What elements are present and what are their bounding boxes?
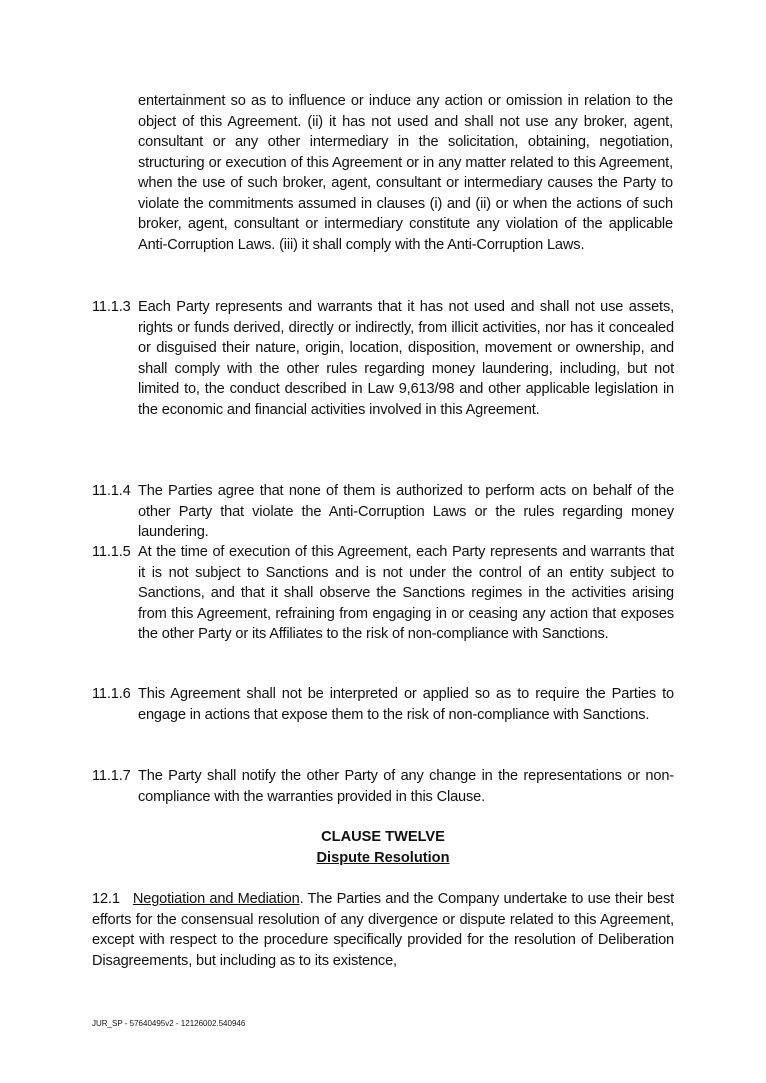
clause-text: At the time of execution of this Agreement, each Party represents and warrants that it is not subject to Sanctions and is not under the control of an entity subject to Sanctions, and that it shall observe the Sanctions regimes in the activities arising from this Agreement, refraining from engaging in or ceasing any action that exposes the other Party or its Affiliates to the risk of non-compliance with Sanctions. — [138, 544, 674, 642]
clause-title: Negotiation and Mediation — [132, 891, 300, 907]
clause-11-1-5 — [92, 542, 674, 645]
clause-heading-subtitle: Dispute Resolution — [316, 850, 450, 866]
clause-11-1-2-continuation: entertainment so as to influence or induce any action or omission in relation to the object of this Agreement. (ii) it has not used and shall not use any broker, agent, consultant or any other intermediary in the solicitation, obtaining, negotiation, structuring or execution of this Agreement or in any matter related to this Agreement, when the use of such broker, agent, consultant or intermediary causes the Party to violate the commitments assumed in clauses (i) and (ii) or when the actions of such broker, agent, consultant or intermediary constitute any violation of the applicable Anti-Corruption Laws. (iii) it shall comply with the Anti-Corruption Laws. — [138, 93, 673, 253]
clause-number: 11.1.7 — [92, 768, 131, 784]
clause-text: . The Parties and the Company undertake to use their best efforts for the consensual resolution of any divergence or dispute related to this Agreement, except with respect to the procedure specifically provided for the resolution of Deliberation Disagreements, but including as to its existence, — [92, 891, 674, 969]
clause-text: This Agreement shall not be interpreted or applied so as to require the Parties to engage in actions that expose them to the risk of non-compliance with Sanctions. — [138, 686, 674, 723]
document-footer-reference: JUR_SP - 57640495v2 - 12126002.540946 — [92, 1019, 246, 1028]
clause-11-1-6 — [92, 684, 674, 725]
clause-text: The Parties agree that none of them is authorized to perform acts on behalf of the other Party that violate the Anti-Corruption Laws or the rules regarding money laundering. — [138, 483, 674, 540]
clause-heading-title: CLAUSE TWELVE — [321, 829, 445, 845]
clause-number: 11.1.6 — [92, 686, 131, 702]
clause-12-1 — [92, 889, 674, 971]
clause-number: 12.1 — [92, 891, 120, 907]
clause-text: Each Party represents and warrants that it has not used and shall not use assets, rights or funds derived, directly or indirectly, from illicit activities, nor has it concealed or disguised their nature, origin, location, disposition, movement or ownership, and shall comply with the other rules regarding money laundering, including, but not limited to, the conduct described in Law 9,613/98 and other applicable legislation in the economic and financial activities involved in this Agreement. — [138, 299, 674, 418]
clause-number: 11.1.4 — [92, 483, 131, 499]
clause-11-1-4 — [92, 481, 674, 543]
clause-number: 11.1.3 — [92, 299, 131, 315]
clause-11-1-7 — [92, 766, 674, 807]
clause-text: The Party shall notify the other Party of any change in the representations or non-compliance with the warranties provided in this Clause. — [138, 768, 674, 805]
clause-number: 11.1.5 — [92, 544, 131, 560]
clause-11-1-3 — [92, 297, 674, 420]
